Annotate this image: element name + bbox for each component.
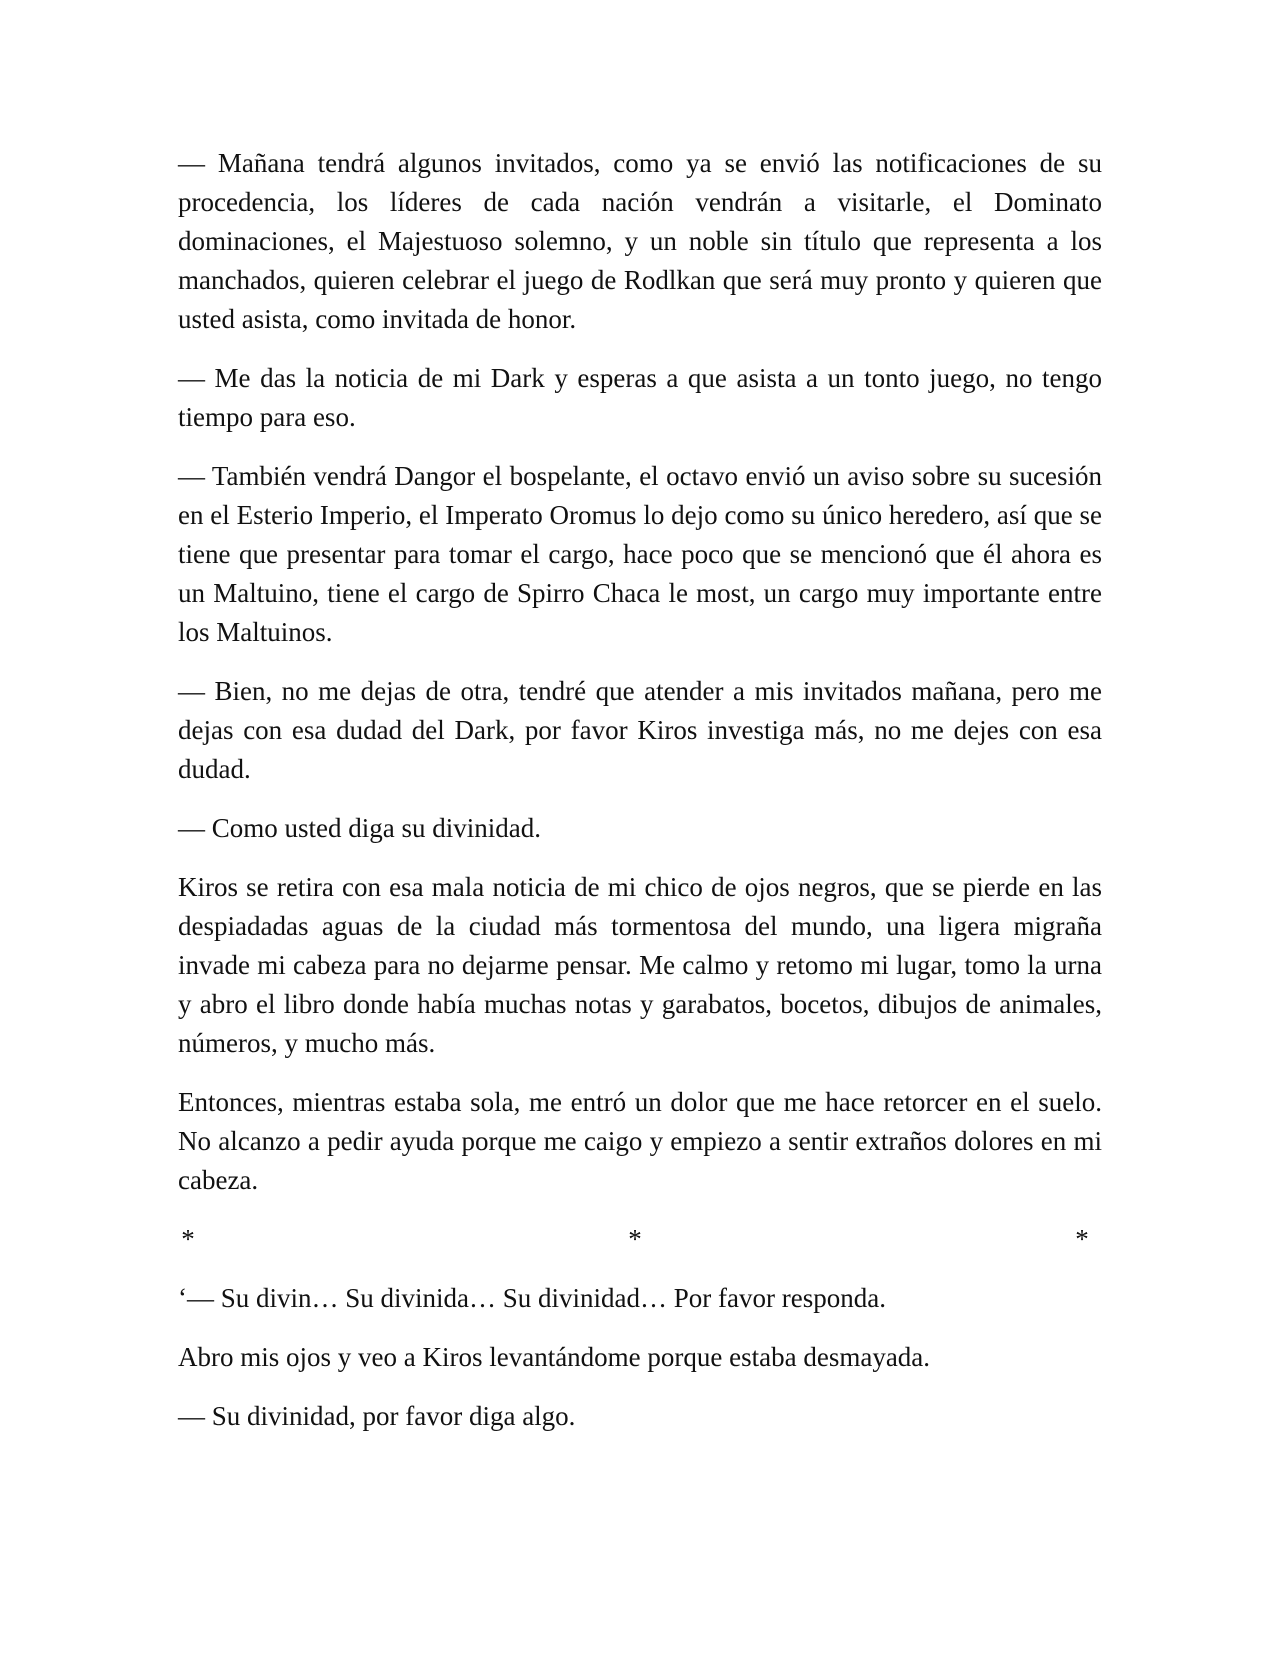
scene-break-asterisk: * xyxy=(1075,1224,1089,1254)
paragraph: Abro mis ojos y veo a Kiros levantándome porque estaba desmayada. xyxy=(178,1342,931,1372)
paragraph: ‘— Su divin… Su divinida… Su divinidad… Por favor responda. xyxy=(178,1283,886,1313)
paragraph: — Me das la noticia de mi Dark y esperas a que asista a un tonto juego, no tengo tiempo para eso. xyxy=(178,363,1102,432)
scene-break xyxy=(178,1220,1102,1259)
paragraph: Entonces, mientras estaba sola, me entró un dolor que me hace retorcer en el suelo. No alcanzo a pedir ayuda porque me caigo y empiezo a sentir extraños dolores en mi cabeza. xyxy=(178,1087,1102,1195)
document-page xyxy=(178,144,1102,1456)
paragraph: — Mañana tendrá algunos invitados, como ya se envió las notificaciones de su procedencia, los líderes de cada nación vendrán a visitarle, el Dominato dominaciones, el Majestuoso solemno, y un noble sin título que representa a los manchados, quieren celebrar el juego de Rodlkan que será muy pronto y quieren que usted asista, como invitada de honor. xyxy=(178,148,1102,334)
scene-break-asterisk: * xyxy=(628,1224,642,1254)
paragraph: — Como usted diga su divinidad. xyxy=(178,813,541,843)
paragraph: Kiros se retira con esa mala noticia de mi chico de ojos negros, que se pierde en las despiadadas aguas de la ciudad más tormentosa del mundo, una ligera migraña invade mi cabeza para no dejarme pensar. Me calmo y retomo mi lugar, tomo la urna y abro el libro donde había muchas notas y garabatos, bocetos, dibujos de animales, números, y mucho más. xyxy=(178,872,1102,1058)
paragraph: — Su divinidad, por favor diga algo. xyxy=(178,1401,576,1431)
scene-break-asterisk: * xyxy=(181,1224,195,1254)
paragraph: — Bien, no me dejas de otra, tendré que atender a mis invitados mañana, pero me dejas con esa dudad del Dark, por favor Kiros investiga más, no me dejes con esa dudad. xyxy=(178,676,1102,784)
paragraph: — También vendrá Dangor el bospelante, el octavo envió un aviso sobre su sucesión en el Esterio Imperio, el Imperato Oromus lo dejo como su único heredero, así que se tiene que presentar para tomar el cargo, hace poco que se mencionó que él ahora es un Maltuino, tiene el cargo de Spirro Chaca le most, un cargo muy importante entre los Maltuinos. xyxy=(178,461,1102,647)
